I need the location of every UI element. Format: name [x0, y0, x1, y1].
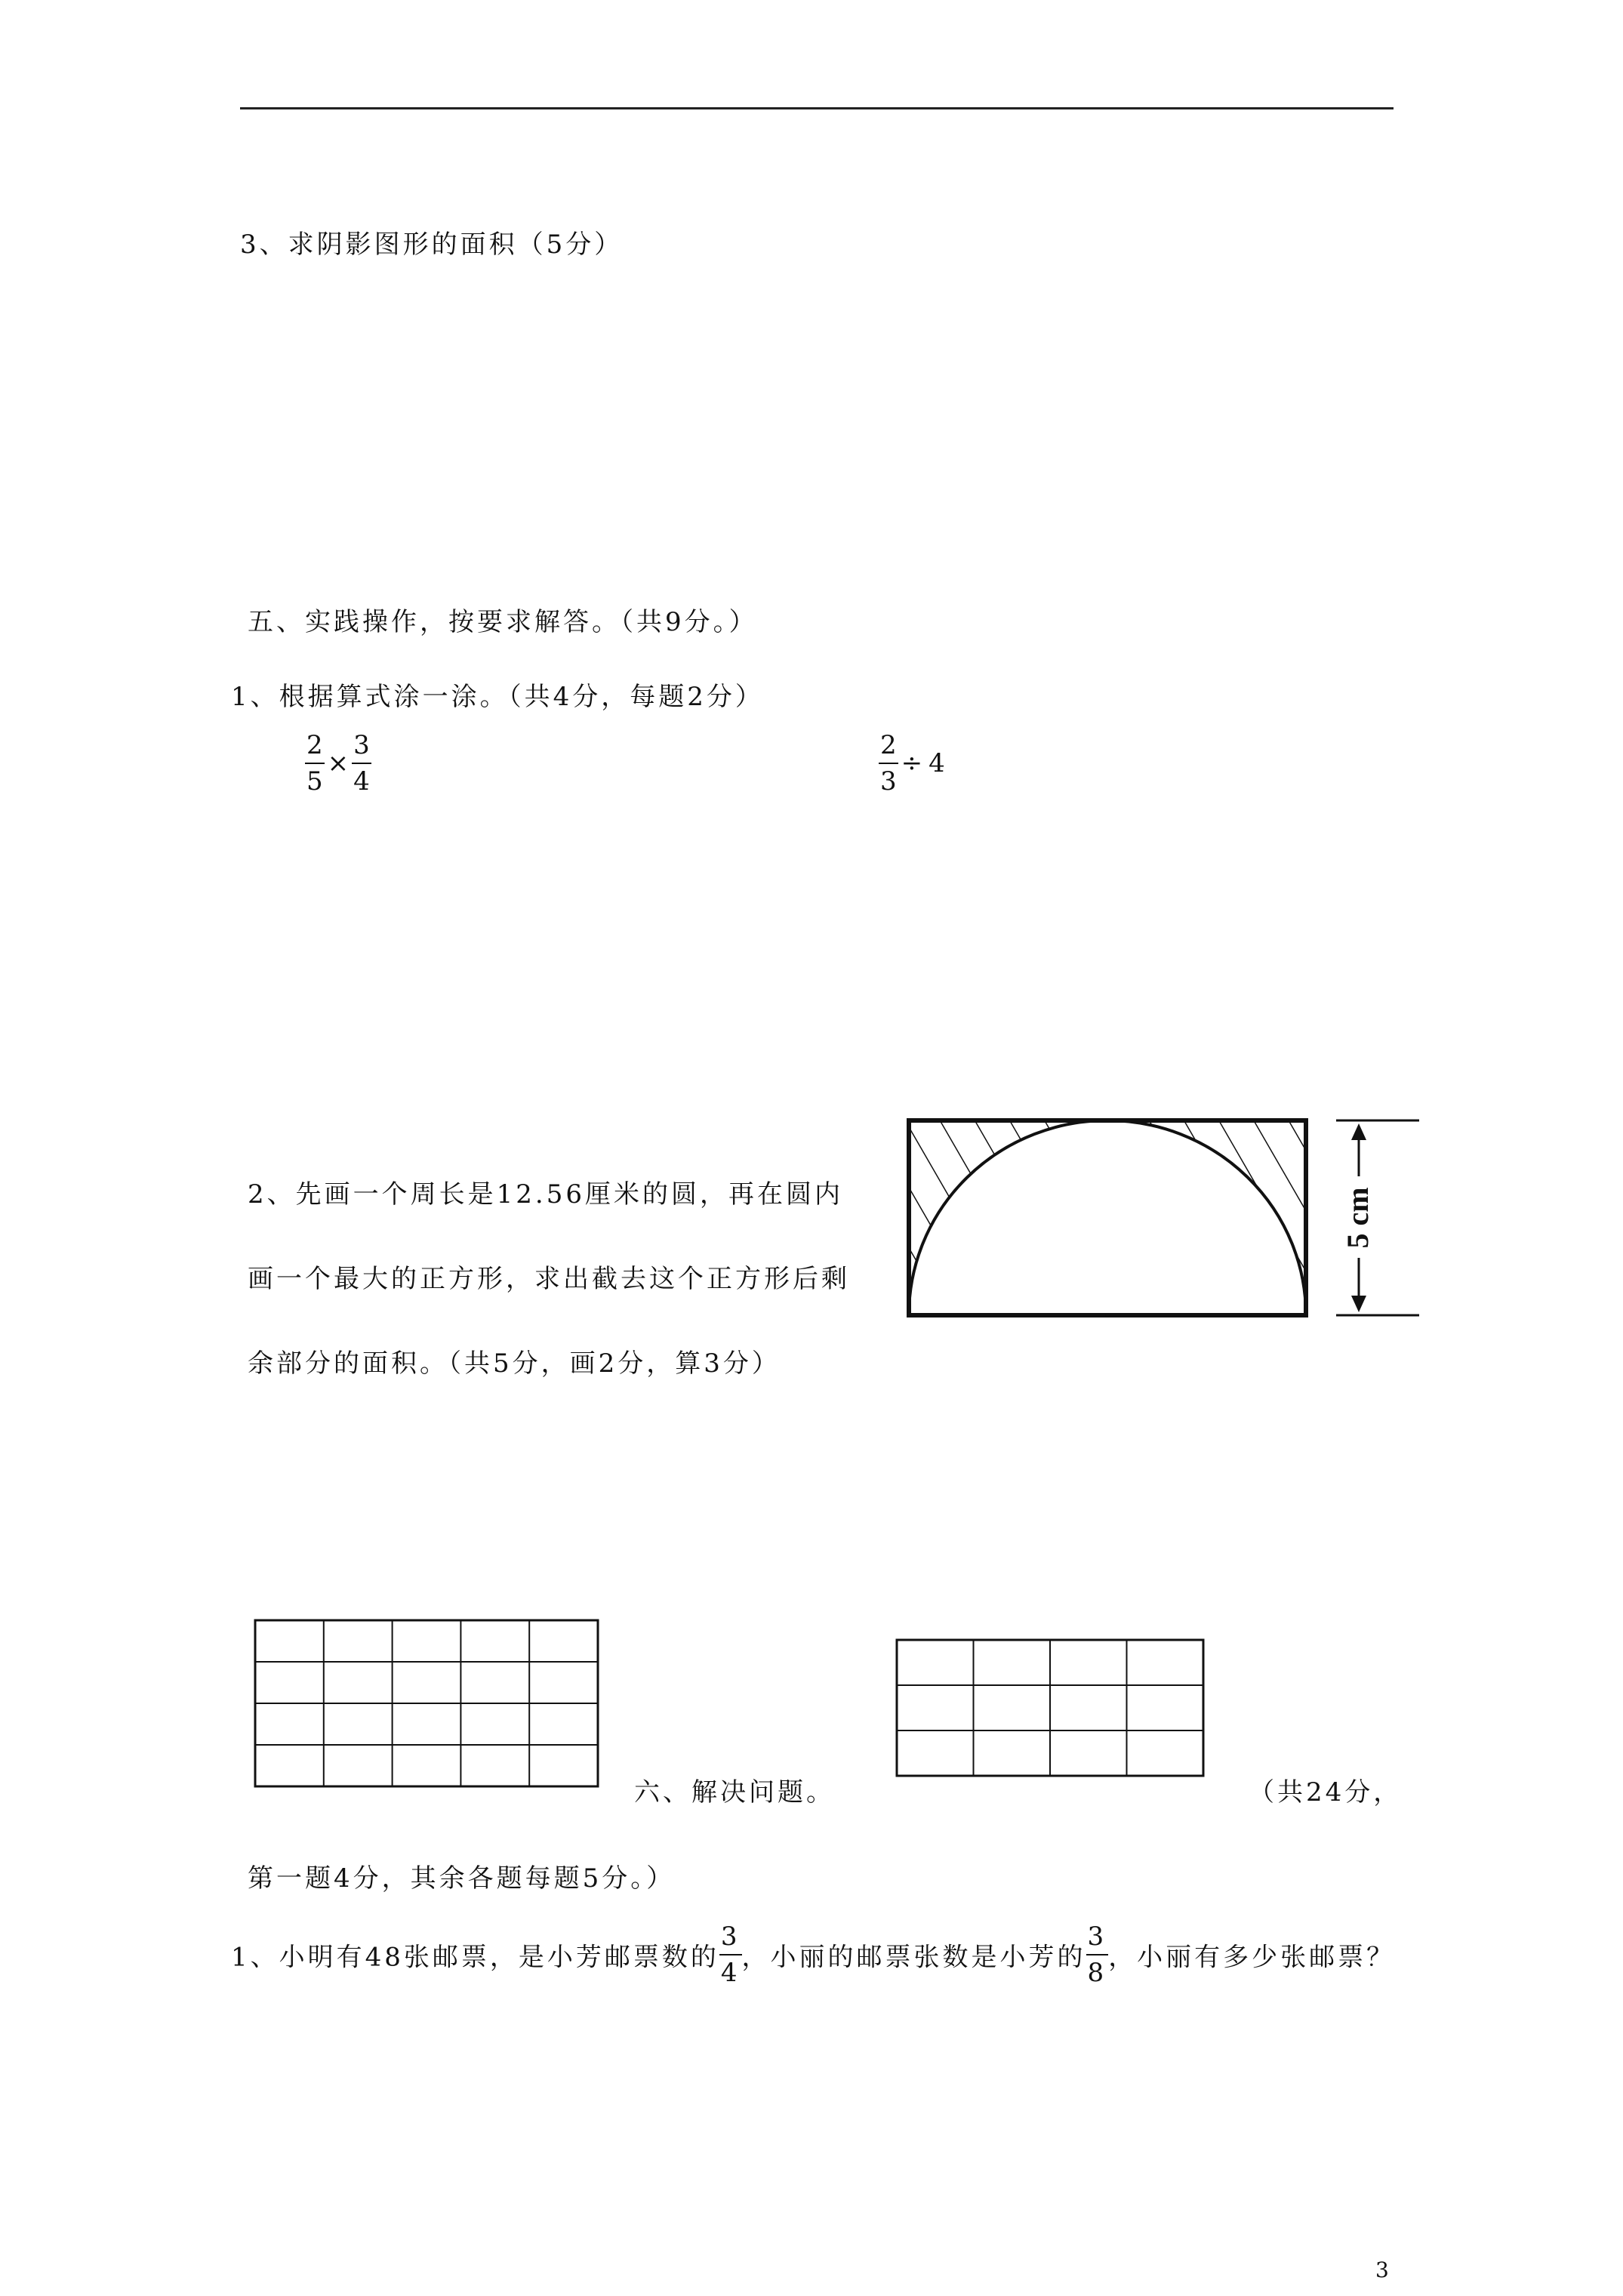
- fraction-bar: [352, 763, 371, 764]
- numerator: 3: [720, 1922, 741, 1952]
- fraction-bar: [719, 1954, 742, 1955]
- fraction-bar: [879, 763, 898, 764]
- denominator: 4: [720, 1958, 741, 1988]
- fraction: [305, 730, 325, 797]
- section6-score-a: （共24分，: [1249, 1777, 1403, 1808]
- fraction: [352, 730, 371, 797]
- denominator: 5: [306, 766, 323, 797]
- fraction-bar: [1086, 1954, 1109, 1955]
- q2-line2: 画一个最大的正方形，求出截去这个正方形后剩: [248, 1264, 850, 1294]
- operator: ×: [327, 748, 350, 778]
- grid-3x4: [895, 1638, 1206, 1779]
- fraction: [719, 1924, 742, 1986]
- fraction-bar: [305, 763, 325, 764]
- fraction: [879, 730, 898, 797]
- section6-q1: [231, 1924, 1395, 1986]
- denominator: 8: [1087, 1958, 1107, 1988]
- numerator: 2: [880, 730, 897, 760]
- center-point: [1105, 1313, 1110, 1318]
- dimension-label: 5 cm: [1341, 1187, 1375, 1249]
- q1-text-part1: 1、小明有48张邮票，是小芳邮票数的: [231, 1942, 719, 1973]
- expression-multiply: [305, 730, 371, 797]
- expression-divide: [879, 730, 948, 797]
- denominator: 3: [880, 766, 897, 797]
- semicircle-figure: [898, 1110, 1427, 1329]
- numerator: 3: [1087, 1922, 1107, 1952]
- header-rule: [240, 107, 1394, 109]
- q1-text-part2: ，小丽的邮票张数是小芳的: [741, 1942, 1086, 1973]
- q1-text-part3: ，小丽有多少张邮票？: [1108, 1942, 1396, 1973]
- denominator: 4: [353, 766, 370, 797]
- arrow-up-icon: [1351, 1123, 1366, 1140]
- q2-line3: 余部分的面积。（共5分，画2分，算3分）: [248, 1348, 781, 1379]
- numerator: 3: [353, 730, 370, 760]
- fraction: [1086, 1924, 1109, 1986]
- section6-title: 六、解决问题。: [634, 1777, 835, 1808]
- q1-title: 1、根据算式涂一涂。（共4分，每题2分）: [231, 682, 764, 712]
- numerator: 2: [306, 730, 323, 760]
- operand: 4: [929, 748, 945, 778]
- grid-4x5: [254, 1619, 601, 1789]
- section5-title: 五、实践操作，按要求解答。（共9分。）: [248, 607, 758, 637]
- arrow-down-icon: [1351, 1296, 1366, 1312]
- page-number: 3: [1375, 2257, 1389, 2282]
- q2-line1: 2、先画一个周长是12.56厘米的圆，再在圆内: [248, 1179, 843, 1210]
- operator: ÷: [901, 748, 923, 778]
- section6-score-b: 第一题4分，其余各题每题5分。）: [248, 1863, 676, 1894]
- q3-title: 3、求阴影图形的面积（5分）: [240, 230, 624, 260]
